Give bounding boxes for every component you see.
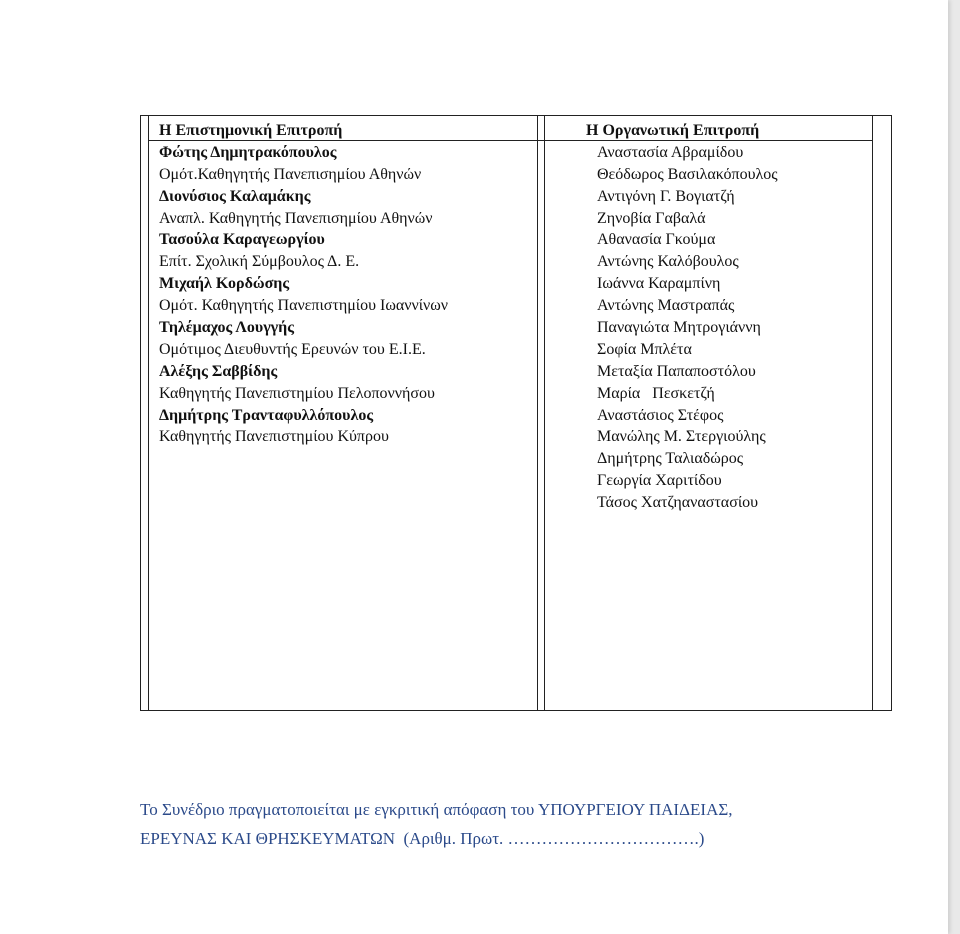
member-title: Επίτ. Σχολική Σύμβουλος Δ. Ε. — [159, 253, 360, 271]
organizer-name: Σοφία Μπλέτα — [597, 340, 692, 358]
member-title: Ομότ.Καθηγητής Πανεπισημίου Αθηνών — [159, 165, 422, 183]
committees-table — [140, 115, 892, 711]
member-name: Τηλέμαχος Λουγγής — [159, 319, 294, 337]
approval-notice-line-1: Το Συνέδριο πραγματοποιείται με εγκριτική απόφαση του ΥΠΟΥΡΓΕΙΟΥ ΠΑΙΔΕΙΑΣ, — [140, 800, 733, 819]
organizer-name: Παναγιώτα Μητρογιάννη — [597, 319, 761, 337]
organizer-name: Αντώνης Μαστραπάς — [597, 297, 735, 315]
member-title: Ομότ. Καθηγητής Πανεπιστημίου Ιωαννίνων — [159, 297, 449, 315]
member-title: Αναπλ. Καθηγητής Πανεπισημίου Αθηνών — [159, 209, 433, 227]
approval-notice — [140, 795, 860, 853]
member-title: Καθηγητής Πανεπιστημίου Πελοποννήσου — [159, 384, 435, 402]
organizer-name: Αναστασία Αβραμίδου — [597, 143, 744, 161]
member-name: Δημήτρης Τρανταφυλλόπουλος — [159, 406, 374, 424]
member-name: Αλέξης Σαββίδης — [159, 362, 278, 380]
organizer-name: Αθανασία Γκούμα — [597, 231, 716, 249]
table-divider-left — [537, 116, 538, 710]
organizer-name: Δημήτρης Ταλιαδώρος — [597, 450, 744, 468]
organizer-name: Ιωάννα Καραμπίνη — [597, 275, 721, 293]
member-name: Διονύσιος Καλαμάκης — [159, 187, 311, 205]
member-name: Φώτης Δημητρακόπουλος — [159, 143, 337, 161]
organizing-committee-column — [586, 120, 778, 514]
organizer-name: Αντιγόνη Γ. Βογιατζή — [597, 187, 735, 205]
organizer-name: Μεταξία Παπαποστόλου — [597, 362, 756, 380]
scientific-committee-column — [159, 120, 448, 448]
table-divider-right — [544, 116, 545, 710]
organizer-name: Μαρία Πεσκετζή — [597, 384, 715, 402]
organizing-committee-header: Η Οργανωτική Επιτροπή — [586, 122, 760, 139]
table-border-left-inner — [148, 116, 149, 710]
member-title: Ομότιμος Διευθυντής Ερευνών του Ε.Ι.Ε. — [159, 340, 426, 358]
scientific-committee-header: Η Επιστημονική Επιτροπή — [159, 122, 343, 139]
member-title: Καθηγητής Πανεπιστημίου Κύπρου — [159, 428, 389, 446]
organizer-name: Αναστάσιος Στέφος — [597, 406, 724, 424]
member-name: Μιχαήλ Κορδώσης — [159, 275, 290, 293]
organizer-name: Θεόδωρος Βασιλακόπουλος — [597, 165, 778, 183]
approval-notice-line-2: ΕΡΕΥΝΑΣ ΚΑΙ ΘΡΗΣΚΕΥΜΑΤΩΝ (Αριθμ. Πρωτ. …………………………….) — [140, 829, 705, 848]
organizer-name: Τάσος Χατζηαναστασίου — [597, 494, 759, 512]
organizer-name: Ζηνοβία Γαβαλά — [597, 209, 706, 227]
organizer-name: Αντώνης Καλόβουλος — [597, 253, 739, 271]
organizer-name: Μανώλης Μ. Στεργιούλης — [597, 428, 766, 446]
table-border-right-inner — [872, 116, 873, 710]
member-name: Τασούλα Καραγεωργίου — [159, 231, 325, 249]
organizer-name: Γεωργία Χαριτίδου — [597, 472, 722, 490]
